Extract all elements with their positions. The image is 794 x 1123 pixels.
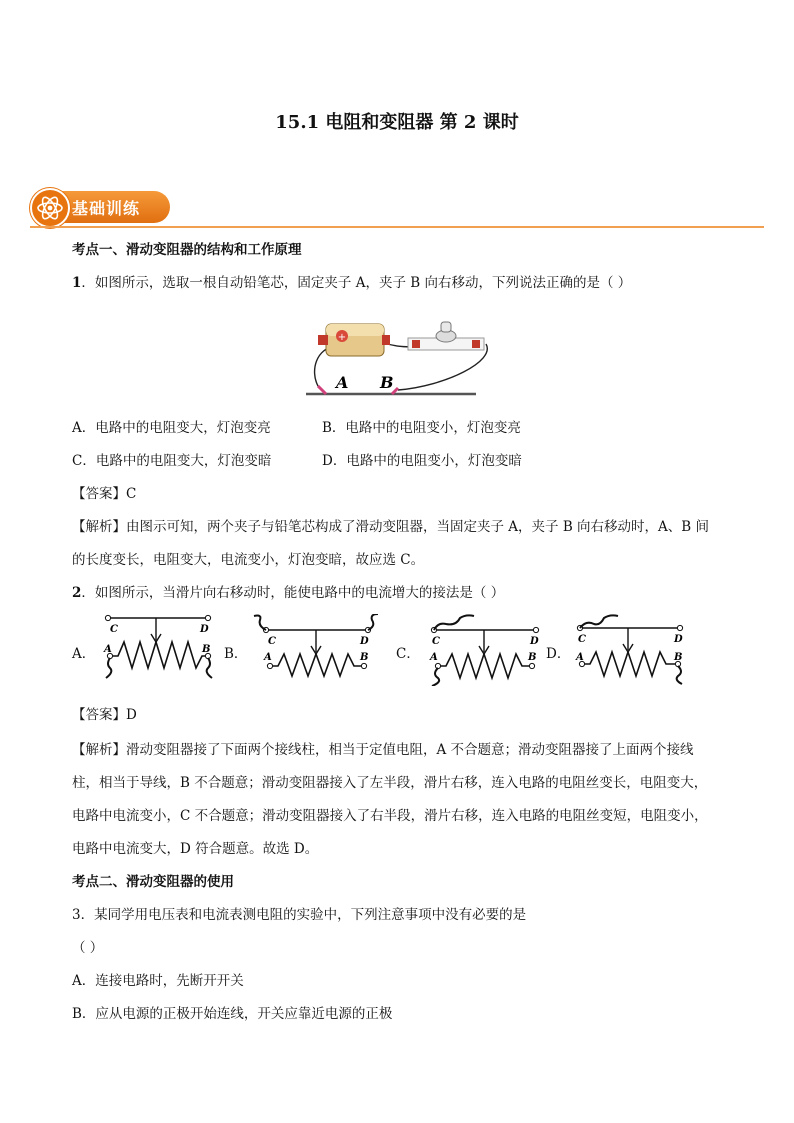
- svg-text:+: +: [337, 332, 347, 343]
- q2-analysis-line-2: 柱，相当于导线，B 不合题意；滑动变阻器接入了左半段，滑片右移，连入电路的电阻丝变长，电阻变大，: [72, 775, 708, 791]
- svg-text:B: B: [360, 652, 369, 663]
- q3-option-a: A．连接电路时，先断开开关: [72, 973, 244, 989]
- section1-heading: 考点一、滑动变阻器的结构和工作原理: [72, 242, 302, 258]
- atom-icon: [30, 188, 70, 228]
- q2-rheostat-b: [248, 614, 378, 680]
- q3-blank: （ ）: [72, 940, 104, 956]
- q1-option-d: D．电路中的电阻变小，灯泡变暗: [322, 453, 522, 469]
- q2-option-c-label: C．: [396, 646, 420, 662]
- q1-circuit-figure: [296, 316, 496, 400]
- q1-option-a: A．电路中的电阻变大，灯泡变亮: [72, 420, 271, 436]
- svg-text:C: C: [268, 636, 276, 647]
- q2-number: 2: [72, 585, 82, 601]
- svg-text:A: A: [264, 652, 272, 663]
- q2-rheostat-a: [96, 612, 226, 684]
- svg-text:D: D: [200, 624, 209, 635]
- section-banner: [30, 188, 170, 226]
- svg-text:A: A: [430, 652, 438, 663]
- q2-option-b-label: B．: [224, 646, 248, 662]
- q2-analysis-line-4: 电路中电流变大，D 符合题意。故选 D。: [72, 841, 319, 857]
- svg-text:C: C: [432, 636, 440, 647]
- svg-text:D: D: [530, 636, 539, 647]
- q2-option-a-label: A．: [72, 646, 96, 662]
- q2-analysis-line-1: 【解析】滑动变阻器接了下面两个接线柱，相当于定值电阻，A 不合题意；滑动变阻器接了上面两个接线: [72, 742, 694, 758]
- q3-stem: 3．某同学用电压表和电流表测电阻的实验中，下列注意事项中没有必要的是: [72, 907, 527, 923]
- clip-b-label: B: [380, 373, 394, 392]
- svg-text:A: A: [576, 652, 584, 663]
- q1-stem: [72, 271, 631, 291]
- page-title: 15.1 电阻和变阻器 第 2 课时: [275, 112, 519, 133]
- q1-answer: 【答案】C: [72, 486, 137, 502]
- svg-text:B: B: [202, 644, 211, 655]
- q1-analysis-line-2: 的长度变长，电阻变大，电流变小，灯泡变暗，故应选 C。: [72, 552, 425, 568]
- q1-option-b: B．电路中的电阻变小，灯泡变亮: [322, 420, 521, 436]
- q2-analysis-line-3: 电路中电流变小，C 不合题意；滑动变阻器接入了右半段，滑片右移，连入电路的电阻丝变短，电阻变小，: [72, 808, 708, 824]
- q1-option-c: C．电路中的电阻变大，灯泡变暗: [72, 453, 272, 469]
- battery-icon: [318, 324, 390, 356]
- svg-text:B: B: [674, 652, 683, 663]
- q2-stem-text: ．如图所示，当滑片向右移动时，能使电路中的电流增大的接法是（ ）: [81, 585, 505, 601]
- svg-text:C: C: [578, 634, 586, 645]
- q1-analysis-line-1: 【解析】由图示可知，两个夹子与铅笔芯构成了滑动变阻器，当固定夹子 A，夹子 B 向右移动时，A、B 间: [72, 519, 710, 535]
- clip-a-label: A: [336, 373, 349, 392]
- q2-rheostat-c: [416, 612, 546, 686]
- svg-text:A: A: [104, 644, 112, 655]
- svg-text:C: C: [110, 624, 118, 635]
- banner-underline: [30, 226, 764, 228]
- bulb-icon: [408, 322, 484, 350]
- q2-stem: [72, 581, 504, 601]
- q1-number: 1: [72, 275, 82, 291]
- q2-answer: 【答案】D: [72, 707, 137, 723]
- q2-rheostat-d: [566, 614, 696, 686]
- q2-option-d-label: D．: [546, 646, 571, 662]
- banner-label: 基础训练: [72, 199, 141, 218]
- section2-heading: 考点二、滑动变阻器的使用: [72, 874, 234, 890]
- svg-text:D: D: [674, 634, 683, 645]
- q3-option-b: B．应从电源的正极开始连线，开关应靠近电源的正极: [72, 1006, 393, 1022]
- q1-stem-text: ．如图所示，选取一根自动铅笔芯，固定夹子 A，夹子 B 向右移动，下列说法正确的是（ ）: [81, 275, 632, 291]
- svg-text:B: B: [528, 652, 537, 663]
- svg-text:D: D: [360, 636, 369, 647]
